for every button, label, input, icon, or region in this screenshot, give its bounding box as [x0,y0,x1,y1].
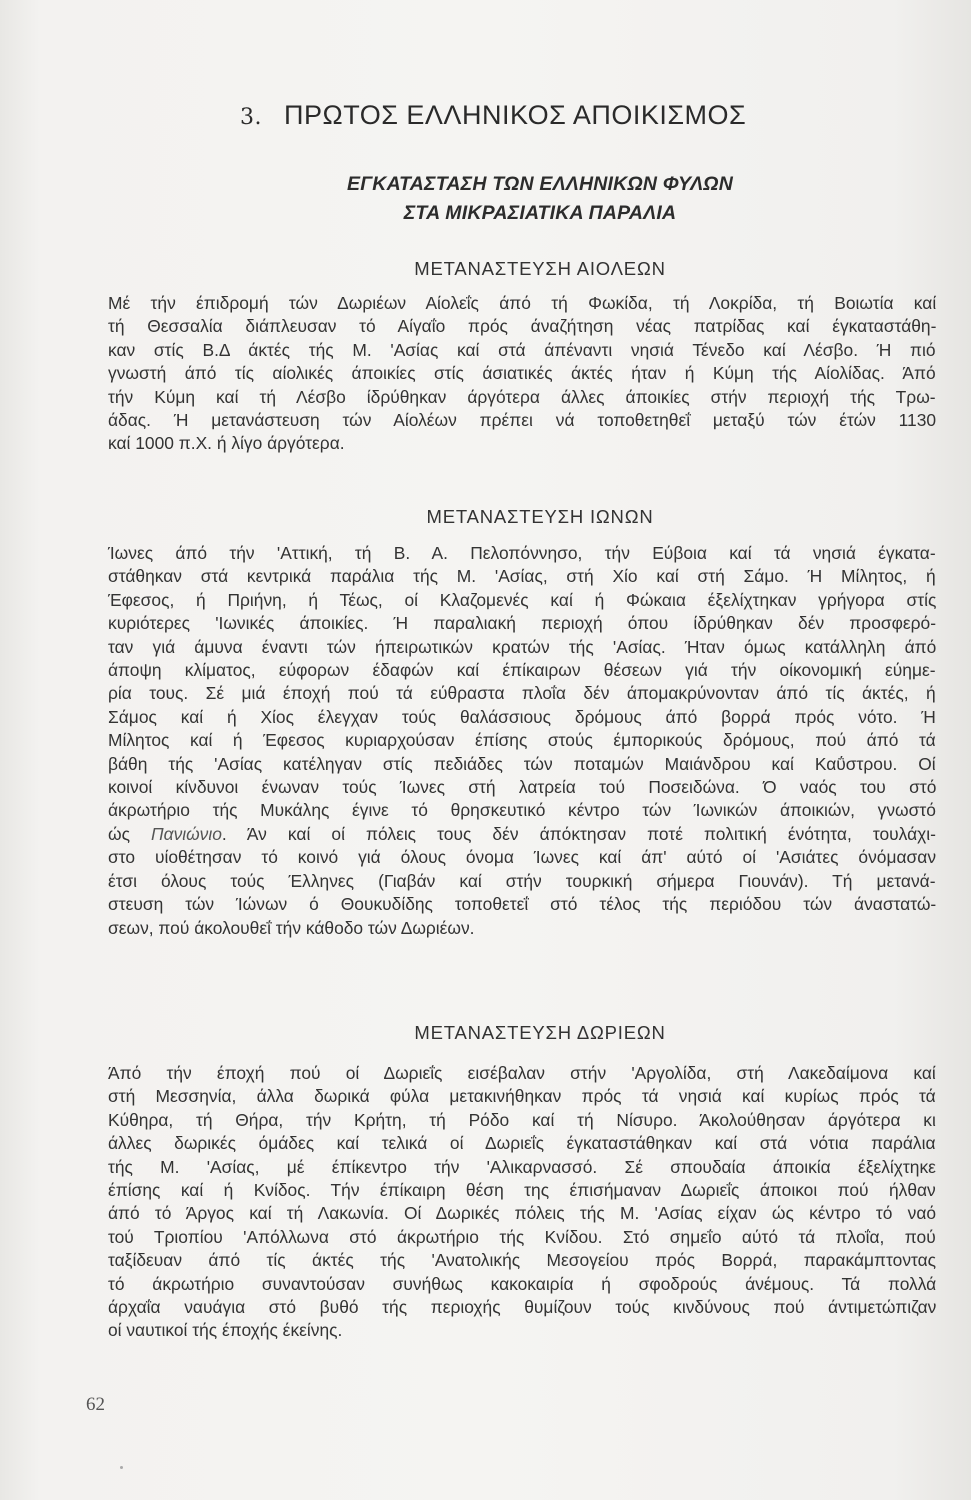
page-number: 62 [86,1394,105,1415]
text-line: τήν Κύμη καί τή Λέσβο ίδρύθηκαν άργότερα άλλες άποικίες στήν περιοχή τής Τρω- [108,386,936,407]
text-line: ρία τους. Σέ μιά έποχή πού τά εύθραστα πλοΐα δέν άπομακρύνονταν άπό τίς άκτές, ή [108,683,936,704]
text-line: Άπό τήν έποχή πού οί Δωριεΐς εισέβαλαν στήν 'Αργολίδα, στή Λακεδαίμονα καί [108,1063,936,1083]
text-line: τού Τριοπίου 'Απόλλωνα στό άκρωτήριο τής Κνίδου. Στό σημεΐο αύτό τά πλοΐα, πού [108,1226,936,1247]
subtitle-line-1: ΕΓΚΑΤΑΣΤΑΣΗ ΤΩΝ ΕΛΛΗΝΙΚΩΝ ΦΥΛΩΝ [346,173,733,195]
text-line: Μίλητος καί ή Έφεσος κυριαρχούσαν έπίσης στούς έμπορικούς δρόμους, πού άπό τά [108,730,936,751]
text-line: ταν γιά άμυνα έναντι τών ήπειρωτικών κρατών τής 'Ασίας. Ήταν όμως κατάλληλη άπό [108,636,937,657]
paper-speck [120,1466,123,1469]
text-line: καν στίς Β.Δ άκτές τής Μ. 'Ασίας καί στά άπέναντι νησιά Τένεδο καί Λέσβο. Ή πιό [108,339,936,360]
italic-term: Πανιώνιο [151,823,222,844]
text-line: τό άκρωτήριο συναντούσαν συνήθως κακοκαιρία ή σφοδρούς άνέμους. Τά πολλά [108,1273,937,1294]
text-line: Κύθηρα, τή Θήρα, τήν Κρήτη, τή Ρόδο καί τή Νίσυρο. Άκολούθησαν άργότερα κι [108,1109,936,1130]
subtitle-line-2: ΣΤΑ ΜΙΚΡΑΣΙΑΤΙΚΑ ΠΑΡΑΛΙΑ [403,202,677,224]
section-heading-dorieis: ΜΕΤΑΝΑΣΤΕΥΣΗ ΔΩΡΙΕΩΝ [414,1022,666,1043]
text-line: άποψη κλίματος, εύφορων έδαφών καί έπίκαιρων θέσεων γιά τήν οίκονομική εύημε- [108,660,936,681]
text-line: στευση τών Ίώνων ό Θουκυδίδης τοποθετεΐ στό τέλος τής περιόδου τών άναστατώ- [108,894,937,915]
text-line: άπό τό Άργος καί τή Λακωνία. Οί Δωρικές πόλεις τής Μ. 'Ασίας είχαν ώς κέντρο τό ναό [108,1203,937,1224]
section-heading-aioleis: ΜΕΤΑΝΑΣΤΕΥΣΗ ΑΙΟΛΕΩΝ [414,258,666,279]
paragraph-aioleis [108,292,936,456]
text-line: Έφεσος, ή Πριήνη, ή Τέως, οί Κλαζομενές καί ή Φώκαια έξελίχτηκαν γρήγορα στίς [108,589,937,610]
text-line: τή Θεσσαλία διάπλευσαν τό Αίγαΐο πρός άναζήτηση νέας πατρίδας καί έγκαταστάθη- [108,316,937,337]
text-line-with-italic: ώς Πανιώνιο. Άν καί οί πόλεις τους δέν άπόκτησαν ποτέ πολιτική ένότητα, τουλάχι- [108,823,936,844]
text-line: τής Μ. 'Ασίας, μέ έπίκεντρο τήν 'Αλικαρνασσό. Σέ σπουδαία άποικία έξελίχτηκε [108,1156,936,1177]
text-line: άκρωτήριο τής Μυκάλης έγινε τό θρησκευτικό κέντρο τών Ίωνικών άποικιών, γνωστό [108,800,936,821]
text-line: στο υίοθέτησαν τό κοινό γιά όλους όνομα Ίωνες καί άπ' αύτό οί 'Ασιάτες όνόμασαν [108,847,937,868]
text-line: βάθη τής 'Ασίας κατέληγαν στίς πεδιάδες τών ποταμών Μαιάνδρου καί Καΰστρου. Οί [108,753,936,774]
text-line: κυριότερες 'Ιωνικές άποικίες. Ή παραλιακή περιοχή όπου ίδρύθηκαν δέν προσφερό- [108,613,936,634]
text-line: σεων, πού άκολουθεΐ τήν κάθοδο τών Δωριέων. [108,917,475,938]
text-line: άλλες δωρικές όμάδες καί τελικά οί Δωριεΐς έγκαταστάθηκαν καί στά νότια παράλια [108,1133,936,1154]
text-line: άδας. Ή μετανάστευση τών Αίολέων πρέπει νά τοποθετηθεΐ μεταξύ τών έτών 1130 [108,410,937,431]
chapter-title [240,100,840,131]
paragraph-iones [108,542,936,940]
section-heading-iones: ΜΕΤΑΝΑΣΤΕΥΣΗ ΙΩΝΩΝ [426,506,654,527]
text-line: έτσι όλους τούς Έλληνες (Γιαβάν καί στήν τουρκική σήμερα Γιουνάν). Τή μετανά- [108,870,936,891]
text-line: στή Μεσσηνία, άλλα δωρικά φύλα μετακινήθηκαν πρός τά νησιά καί κυρίως πρός τά [108,1086,936,1107]
text-line: γνωστή άπό τίς αίολικές άποικίες στίς άσιατικές άκτές ήταν ή Κύμη τής Αίολίδας. Άπό [108,363,936,384]
text-line: Μέ τήν έπιδρομή τών Δωριέων Αίολεΐς άπό τή Φωκίδα, τή Λοκρίδα, τή Βοιωτία καί [108,293,937,313]
text-line: έπίσης καί ή Κνίδος. Τήν έπίκαιρη θέση της έπισήμαναν Δωριεΐς άποικοι πού ήλθαν [108,1180,936,1201]
text-line: Ίωνες άπό τήν 'Αττική, τή Β. Α. Πελοπόννησο, τήν Εύβοια καί τά νησιά έγκατα- [108,543,936,563]
text-line: στάθηκαν στά κεντρικά παράλια τής Μ. 'Ασίας, στή Χίο καί στή Σάμο. Ή Μίλητος, ή [108,566,936,587]
text-line: κοινοί κίνδυνοι ένωναν τούς Ίωνες στή λατρεία τού Ποσειδώνα. Ό ναός του στό [108,777,937,798]
text-line: Σάμος καί ή Χίος έλεγχαν τούς θαλάσσιους δρόμους άπό βορρά πρός νότο. Ή [108,706,936,727]
text-line: άρχαΐα ναυάγια στό βυθό τής περιοχής θυμίζουν τούς κινδύνους πού άντιμετώπιζαν [108,1297,937,1318]
text-line: καί 1000 π.Χ. ή λίγο άργότερα. [108,433,345,454]
chapter-title-text: ΠΡΩΤΟΣ ΕΛΛΗΝΙΚΟΣ ΑΠΟΙΚΙΣΜΟΣ [284,100,747,130]
paragraph-dorieis [108,1062,936,1343]
chapter-number: 3. [240,105,262,130]
text-line: ταξίδευαν άπό τίς άκτές τής 'Ανατολικής Μεσογείου πρός Βορρά, παρακάμπτοντας [108,1250,937,1271]
text-line: οί ναυτικοί τής έποχής έκείνης. [108,1320,343,1341]
